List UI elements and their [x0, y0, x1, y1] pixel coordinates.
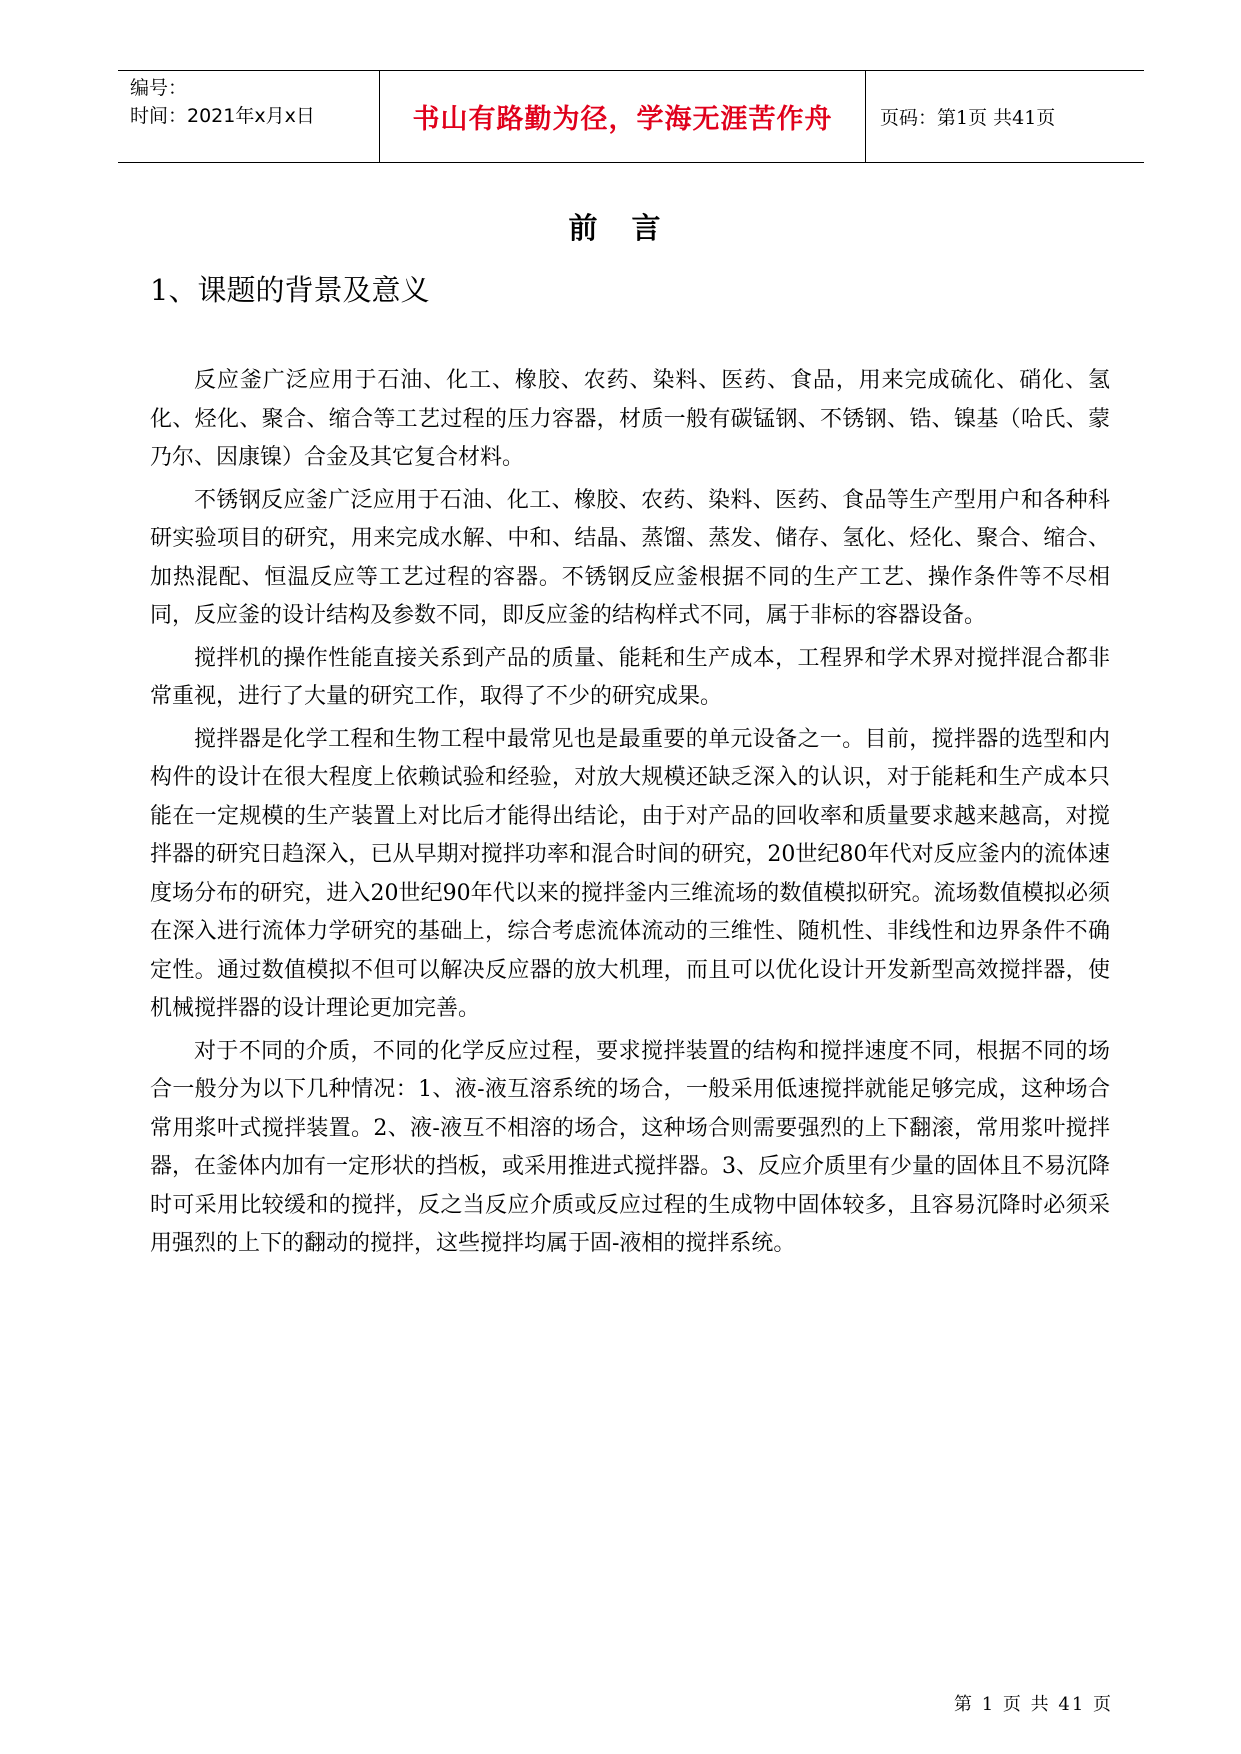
body-paragraph: 搅拌器是化学工程和生物工程中最常见也是最重要的单元设备之一。目前，搅拌器的选型和内构件的设计在很大程度上依赖试验和经验，对放大规模还缺乏深入的认识，对于能耗和生产成本只能在一定规模的生产装置上对比后才能得出结论，由于对产品的回收率和质量要求越来越高，对搅拌器的研究日趋深入，已从早期对搅拌功率和混合时间的研究，20世纪80年代对反应釜内的流体速度场分布的研究，进入20世纪90年代以来的搅拌釜内三维流场的数值模拟研究。流场数值模拟必须在深入进行流体力学研究的基础上，综合考虑流体流动的三维性、随机性、非线性和边界条件不确定性。通过数值模拟不但可以解决反应器的放大机理，而且可以优化设计开发新型高效搅拌器，使机械搅拌器的设计理论更加完善。 [150, 726, 1110, 1021]
document-title: 前 言 [568, 211, 673, 245]
page-footer: 第 1 页 共 41 页 [954, 1694, 1113, 1715]
header-page-number: 页码：第1页 共41页 [880, 107, 1056, 129]
document-body [150, 362, 1110, 1268]
document-time-label: 时间：2021年x月x日 [130, 105, 315, 127]
header-meta [118, 71, 380, 162]
page-header [118, 70, 1144, 163]
body-paragraph: 对于不同的介质，不同的化学反应过程，要求搅拌装置的结构和搅拌速度不同，根据不同的场合一般分为以下几种情况：1、液-液互溶系统的场合，一般采用低速搅拌就能足够完成，这种场合常用浆叶式搅拌装置。2、液-液互不相溶的场合，这种场合则需要强烈的上下翻滚，常用浆叶搅拌器，在釜体内加有一定形状的挡板，或采用推进式搅拌器。3、反应介质里有少量的固体且不易沉降时可采用比较缓和的搅拌，反之当反应介质或反应过程的生成物中固体较多，且容易沉降时必须采用强烈的上下的翻动的搅拌，这些搅拌均属于固-液相的搅拌系统。 [150, 1038, 1111, 1256]
document-number-label: 编号： [130, 77, 188, 99]
section-heading: 1、课题的背景及意义 [150, 273, 430, 307]
body-paragraph: 不锈钢反应釜广泛应用于石油、化工、橡胶、农药、染料、医药、食品等生产型用户和各种科研实验项目的研究，用来完成水解、中和、结晶、蒸馏、蒸发、储存、氢化、烃化、聚合、缩合、加热混配、恒温反应等工艺过程的容器。不锈钢反应釜根据不同的生产工艺、操作条件等不尽相同，反应釜的设计结构及参数不同，即反应釜的结构样式不同，属于非标的容器设备。 [150, 487, 1110, 628]
body-paragraph: 反应釜广泛应用于石油、化工、橡胶、农药、染料、医药、食品，用来完成硫化、硝化、氢化、烃化、聚合、缩合等工艺过程的压力容器，材质一般有碳锰钢、不锈钢、锆、镍基（哈氏、蒙乃尔、因康镍）合金及其它复合材料。 [150, 368, 1110, 470]
header-motto: 书山有路勤为径，学海无涯苦作舟 [380, 71, 866, 162]
body-paragraph: 搅拌机的操作性能直接关系到产品的质量、能耗和生产成本，工程界和学术界对搅拌混合都非常重视，进行了大量的研究工作，取得了不少的研究成果。 [150, 645, 1110, 709]
